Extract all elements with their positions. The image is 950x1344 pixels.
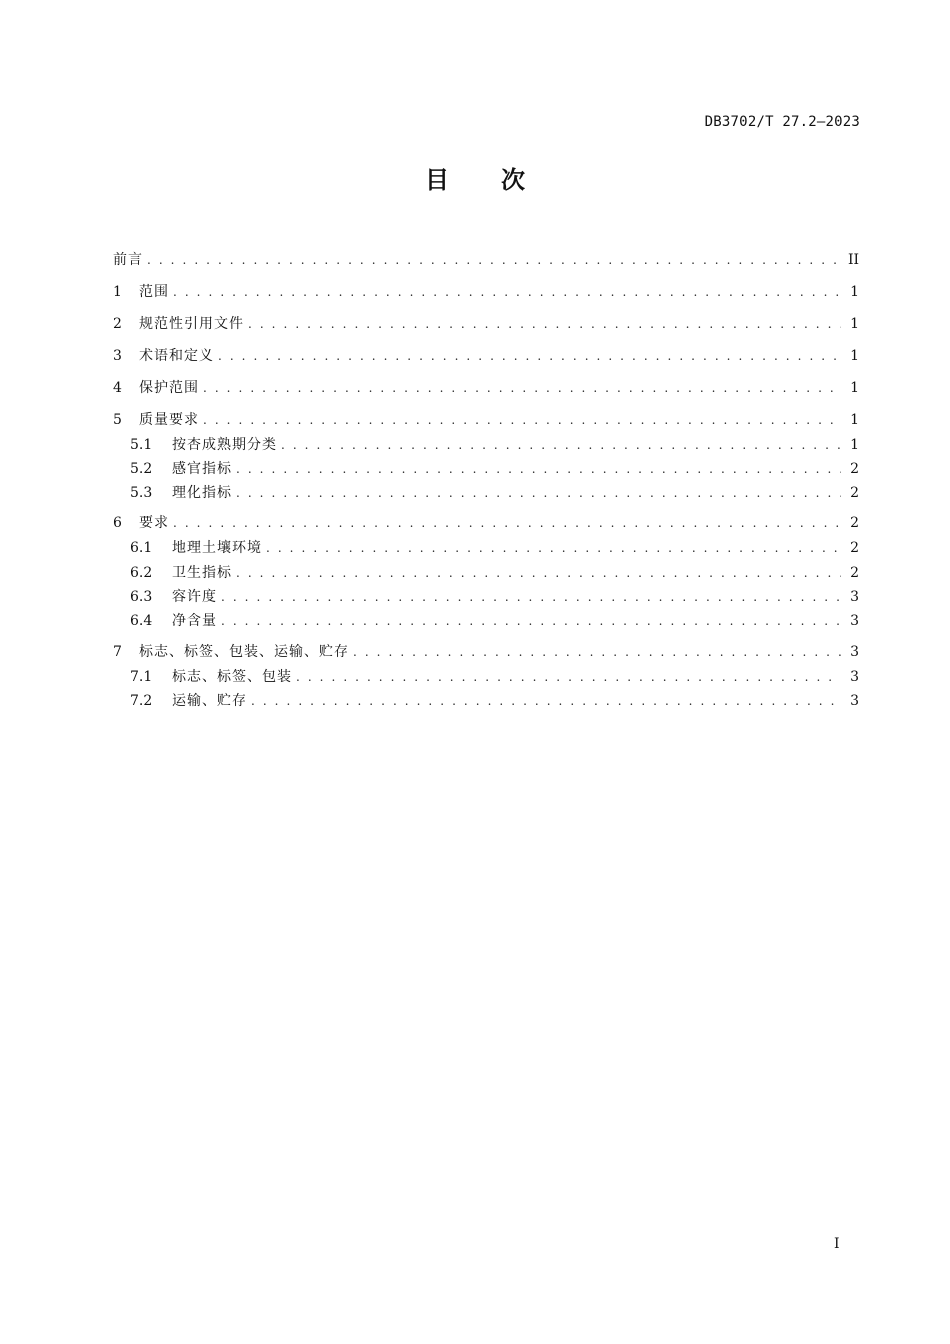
toc-entry-page: 1 — [850, 437, 859, 453]
toc-entry-number: 5.3 — [130, 485, 153, 501]
toc-entry-number: 5.2 — [130, 461, 153, 477]
toc-entry-number: 7 — [113, 644, 122, 660]
toc-dot-leader — [221, 587, 841, 607]
toc-entry-number: 4 — [113, 380, 122, 396]
toc-entry-label: 理化指标 — [172, 485, 232, 501]
toc-dot-leader — [296, 667, 841, 687]
toc-entry[interactable] — [130, 691, 859, 711]
toc-dot-leader — [218, 346, 841, 366]
toc-dot-leader — [147, 250, 841, 270]
toc-dot-leader — [236, 459, 841, 479]
toc-entry-label: 运输、贮存 — [172, 693, 247, 709]
toc-dot-leader — [173, 513, 841, 533]
toc-entry-page: 2 — [850, 565, 859, 581]
toc-entry-label: 标志、标签、包装、运输、贮存 — [139, 644, 349, 660]
toc-entry-page: 3 — [850, 644, 859, 660]
toc-entry-page: 3 — [850, 669, 859, 685]
toc-entry[interactable] — [113, 314, 859, 334]
toc-entry-page: 3 — [850, 589, 859, 605]
toc-entry-label: 净含量 — [172, 613, 217, 629]
toc-entry-number: 6.1 — [130, 540, 153, 556]
toc-dot-leader — [173, 282, 841, 302]
toc-entry[interactable] — [113, 410, 859, 430]
toc-dot-leader — [203, 410, 841, 430]
toc-dot-leader — [266, 538, 841, 558]
toc-entry[interactable] — [113, 346, 859, 366]
toc-entry[interactable] — [130, 587, 859, 607]
toc-entry-page: 1 — [850, 348, 859, 364]
toc-entry-label: 感官指标 — [172, 461, 232, 477]
toc-entry-label: 标志、标签、包装 — [172, 669, 292, 685]
toc-entry[interactable] — [113, 378, 859, 398]
toc-entry-number: 6 — [113, 515, 122, 531]
toc-entry[interactable] — [130, 563, 859, 583]
toc-entry-page: 1 — [850, 380, 859, 396]
toc-entry-page: II — [847, 252, 859, 268]
toc-entry-page: 2 — [850, 485, 859, 501]
toc-entry-number: 6.2 — [130, 565, 153, 581]
toc-dot-leader — [203, 378, 841, 398]
toc-entry-label: 范围 — [139, 284, 169, 300]
toc-entry-page: 1 — [850, 412, 859, 428]
toc-entry-number: 7.2 — [130, 693, 153, 709]
toc-entry-number: 5.1 — [130, 437, 153, 453]
toc-dot-leader — [353, 642, 841, 662]
toc-entry-page: 2 — [850, 461, 859, 477]
toc-entry[interactable] — [113, 250, 859, 270]
toc-entry-label: 地理土壤环境 — [172, 540, 262, 556]
page-number: I — [834, 1236, 840, 1252]
toc-dot-leader — [281, 435, 841, 455]
toc-entry-number: 1 — [113, 284, 122, 300]
toc-entry-label: 前言 — [113, 252, 143, 268]
toc-entry[interactable] — [130, 483, 859, 503]
toc-entry[interactable] — [113, 513, 859, 533]
toc-dot-leader — [236, 483, 841, 503]
toc-entry-page: 2 — [850, 515, 859, 531]
toc-dot-leader — [221, 611, 841, 631]
toc-entry[interactable] — [130, 435, 859, 455]
standard-code: DB3702/T 27.2—2023 — [704, 114, 860, 130]
page-title: 目次 — [425, 166, 577, 194]
toc-dot-leader — [236, 563, 841, 583]
toc-entry-label: 术语和定义 — [139, 348, 214, 364]
toc-entry-number: 7.1 — [130, 669, 153, 685]
toc-entry-label: 按杏成熟期分类 — [172, 437, 277, 453]
toc-entry-number: 6.3 — [130, 589, 153, 605]
toc-dot-leader — [251, 691, 841, 711]
toc-entry-number: 6.4 — [130, 613, 153, 629]
toc-entry[interactable] — [113, 282, 859, 302]
toc-entry[interactable] — [130, 459, 859, 479]
toc-entry-page: 2 — [850, 540, 859, 556]
toc-entry-number: 5 — [113, 412, 122, 428]
toc-entry-label: 卫生指标 — [172, 565, 232, 581]
toc-entry[interactable] — [130, 667, 859, 687]
toc-entry-label: 要求 — [139, 515, 169, 531]
toc-entry-label: 容许度 — [172, 589, 217, 605]
toc-entry-number: 2 — [113, 316, 122, 332]
toc-entry[interactable] — [130, 538, 859, 558]
toc-dot-leader — [248, 314, 841, 334]
toc-entry-label: 质量要求 — [139, 412, 199, 428]
toc-entry[interactable] — [130, 611, 859, 631]
toc-entry-label: 保护范围 — [139, 380, 199, 396]
toc-entry-page: 3 — [850, 613, 859, 629]
toc-entry[interactable] — [113, 642, 859, 662]
toc-entry-label: 规范性引用文件 — [139, 316, 244, 332]
toc-entry-number: 3 — [113, 348, 122, 364]
toc-entry-page: 3 — [850, 693, 859, 709]
toc-entry-page: 1 — [850, 284, 859, 300]
toc-entry-page: 1 — [850, 316, 859, 332]
